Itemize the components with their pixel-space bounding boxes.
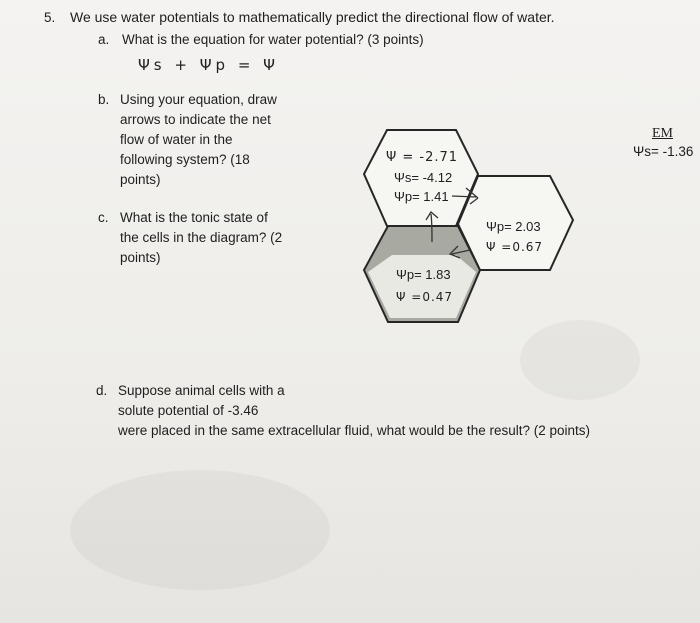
question-text: We use water potentials to mathematically predict the directional flow of water. bbox=[70, 9, 555, 25]
cell-top-pressure-potential: Ψp= 1.41 bbox=[394, 189, 449, 204]
part-d-line: were placed in the same extracellular fluid, what would be the result? (2 points) bbox=[118, 423, 590, 438]
cell-bottom-pressure-potential: Ψp= 1.83 bbox=[396, 267, 451, 282]
part-b-line: points) bbox=[120, 172, 161, 187]
part-b-line: following system? (18 bbox=[120, 152, 250, 167]
part-c-letter: c. bbox=[98, 210, 109, 225]
part-a-text: What is the equation for water potential? (3 points) bbox=[122, 32, 424, 47]
part-b-letter: b. bbox=[98, 92, 110, 107]
cell-top-total-potential: Ψ = -2.71 bbox=[386, 150, 459, 165]
part-c-line: the cells in the diagram? (2 bbox=[120, 230, 283, 245]
part-d-letter: d. bbox=[96, 383, 108, 398]
question-number: 5. bbox=[44, 10, 56, 25]
cell-right-total-potential: Ψ =0.67 bbox=[486, 240, 544, 254]
part-d-line: Suppose animal cells with a bbox=[118, 383, 285, 398]
part-a-letter: a. bbox=[98, 32, 110, 47]
cell-top-solute-potential: Ψs= -4.12 bbox=[394, 170, 453, 185]
em-label: EM bbox=[652, 126, 673, 141]
part-b-line: Using your equation, draw bbox=[120, 92, 277, 107]
part-c-line: What is the tonic state of bbox=[120, 210, 268, 225]
cell-right-pressure-potential: Ψp= 2.03 bbox=[486, 219, 541, 234]
part-d-line: solute potential of -3.46 bbox=[118, 403, 259, 418]
part-b-line: arrows to indicate the net bbox=[120, 112, 271, 127]
cell-bottom-total-potential: Ψ =0.47 bbox=[396, 290, 454, 304]
part-a-handwritten-answer: Ψs + Ψp = Ψ bbox=[138, 56, 279, 74]
em-solute-potential: Ψs= -1.36 bbox=[633, 144, 694, 159]
part-b-line: flow of water in the bbox=[120, 132, 233, 147]
part-c-line: points) bbox=[120, 250, 161, 265]
